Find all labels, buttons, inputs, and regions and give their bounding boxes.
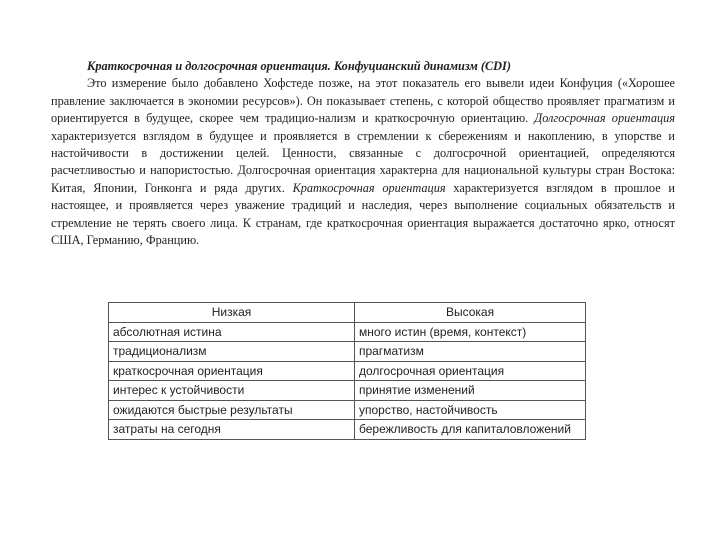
cell-low: краткосрочная ориентация (109, 361, 355, 381)
cell-low: ожидаются быстрые результаты (109, 400, 355, 420)
term-long-orientation: Долгосрочная ориентация (534, 111, 676, 126)
body-paragraph (51, 75, 675, 249)
table-row (109, 381, 586, 401)
paragraph-part-2: характеризуется взглядом в будущее и проявляется в стремлении к сбережениям и накоплению, в упорстве и настойчивости в достижении целей. Ценности, связанные с долгосрочной ориентацией, определяются расчетливостью и напористостью. Долгосрочная ориентация характерна для национальной культуры стран Востока: Китая, Японии, Гонконга и ряда других. (51, 128, 675, 195)
cell-low: традиционализм (109, 342, 355, 362)
header-high: Высокая (355, 303, 586, 323)
term-short-orientation: Краткосрочная ориентация (292, 180, 446, 195)
cell-low: затраты на сегодня (109, 420, 355, 440)
header-low: Низкая (109, 303, 355, 323)
table-row (109, 400, 586, 420)
paragraph-part-1: Это измерение было добавлено Хофстеде позже, на этот показатель его вывели идеи Конфуция («Хорошее правление заключается в экономии ресурсов»). Он показывает степень, с которой общество проявляет прагматизм и ориентируется в будущее, скорее чем традицио-нализм и краткосрочную ориентацию. (51, 76, 675, 126)
cell-high: бережливость для капиталовложений (355, 420, 586, 440)
cell-high: упорство, настойчивость (355, 400, 586, 420)
table-row (109, 342, 586, 362)
cell-low: абсолютная истина (109, 322, 355, 342)
table-row (109, 361, 586, 381)
document-text (51, 58, 675, 249)
cell-high: много истин (время, контекст) (355, 322, 586, 342)
table-row (109, 420, 586, 440)
cell-high: долгосрочная ориентация (355, 361, 586, 381)
cell-high: принятие изменений (355, 381, 586, 401)
table-row (109, 322, 586, 342)
cell-high: прагматизм (355, 342, 586, 362)
section-heading: Краткосрочная и долгосрочная ориентация. Конфуцианский динамизм (CDI) (87, 59, 511, 73)
cell-low: интерес к устойчивости (109, 381, 355, 401)
comparison-table (108, 302, 586, 440)
paragraph-part-3: характеризуется взглядом в прошлое и настоящее, и проявляется через уважение традиций и наследия, через выполнение социальных обязательств и стремление не терять своего лица. К странам, где краткосрочная ориентация выражается достаточно ярко, относят США, Германию, Францию. (51, 180, 676, 248)
table-header-row (109, 303, 586, 323)
